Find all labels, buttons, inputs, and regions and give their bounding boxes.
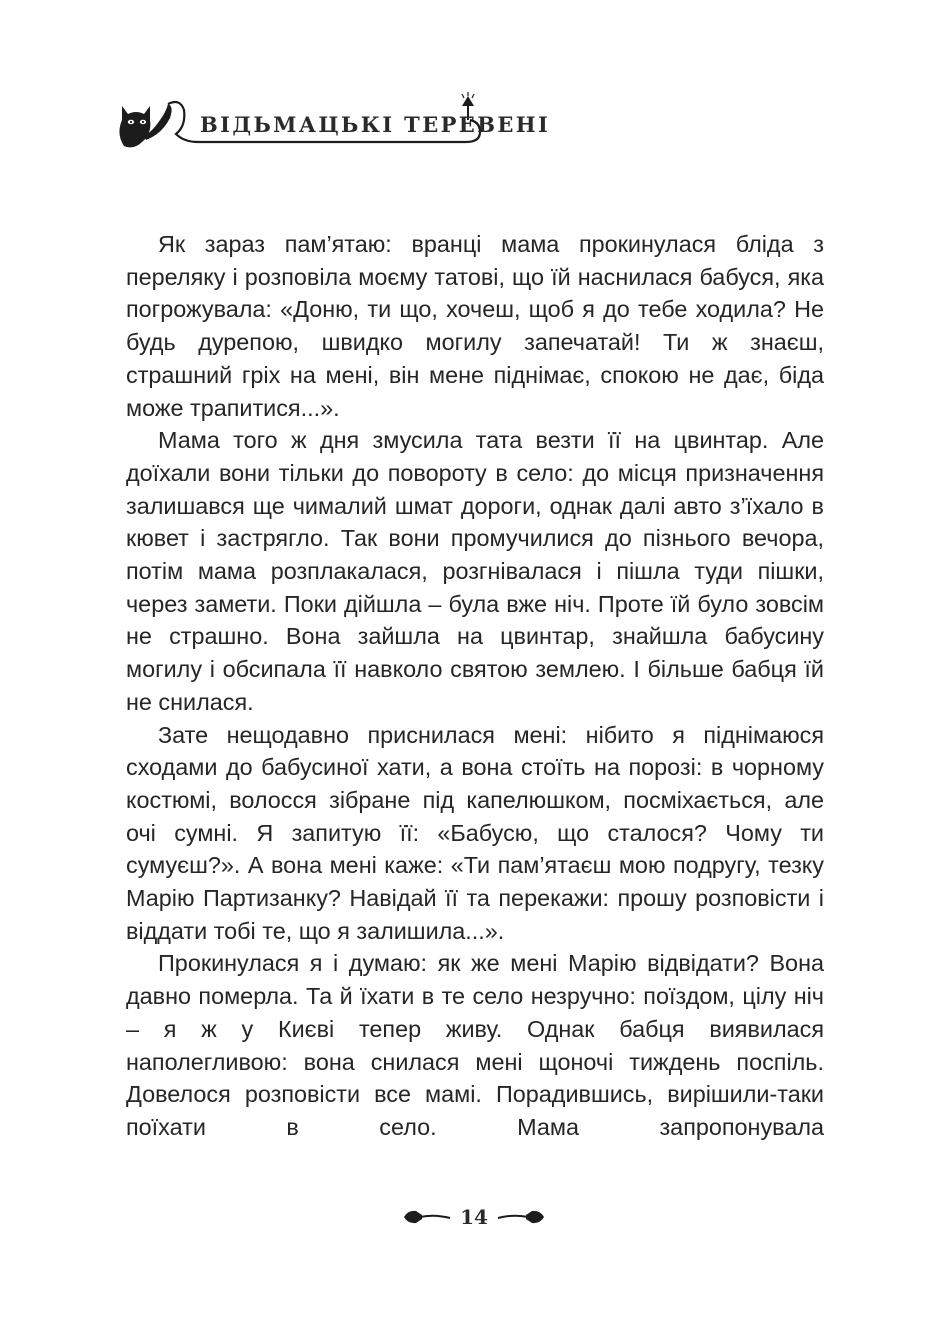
running-header-title: ВІДЬМАЦЬКІ ТЕРЕВЕНІ <box>200 112 551 137</box>
paragraph-1: Як зараз пам’ятаю: вранці мама прокинулася бліда з переляку і розповіла моєму татові, що їй наснилася бабуся, яка погрожувала: «Доню, ти що, хочеш, щоб я до тебе ходила? Не будь дурепою, швидко могилу запечатай! Ти ж знаєш, страшний гріх на мені, він мене піднімає, спокою не дає, біда може трапитися...». <box>126 231 824 421</box>
broom-right-icon <box>494 1208 544 1226</box>
paragraph-3: Зате нещодавно приснилася мені: нібито я піднімаюся сходами до бабусиної хати, а вона стоїть на порозі: в чорному костюмі, волосся зібране під капелюшком, посміхається, але очі сумні. Я запитую її: «Бабусю, що сталося? Чому ти сумуєш?». А вона мені каже: «Ти пам’ятаєш мою подругу, тезку Марію Партизанку? Навідай її та перекажи: прошу розповісти і віддати тобі те, що я залишила...». <box>126 721 824 944</box>
page-footer <box>404 1196 544 1236</box>
broom-left-icon <box>404 1208 454 1226</box>
running-header <box>118 90 551 160</box>
body-text <box>126 228 824 1144</box>
page-number: 14 <box>460 1205 488 1229</box>
paragraph-2: Мама того ж дня змусила тата везти її на цвинтар. Але доїхали вони тільки до повороту в село: до місця призначення залишався ще чималий шмат дороги, однак далі авто з’їхало в кювет і застрягло. Так вони промучилися до пізнього вечора, потім мама розплакалася, розгнівалася і пішла туди пішки, через замети. Поки дійшла – була вже ніч. Проте їй було зовсім не страшно. Вона зайшла на цвинтар, знайшла бабусину могилу і обсипала її навколо святою землею. І більше бабця їй не снилася. <box>126 427 824 715</box>
paragraph-4: Прокинулася я і думаю: як же мені Марію відвідати? Вона давно померла. Та й їхати в те село незручно: поїздом, цілу ніч – я ж у Києві тепер живу. Однак бабця виявилася наполегливою: вона снилася мені щоночі тиждень поспіль. Довелося розповісти все мамі. Порадившись, вирішили-таки поїхати в село. Мама запропонувала <box>126 950 824 1140</box>
